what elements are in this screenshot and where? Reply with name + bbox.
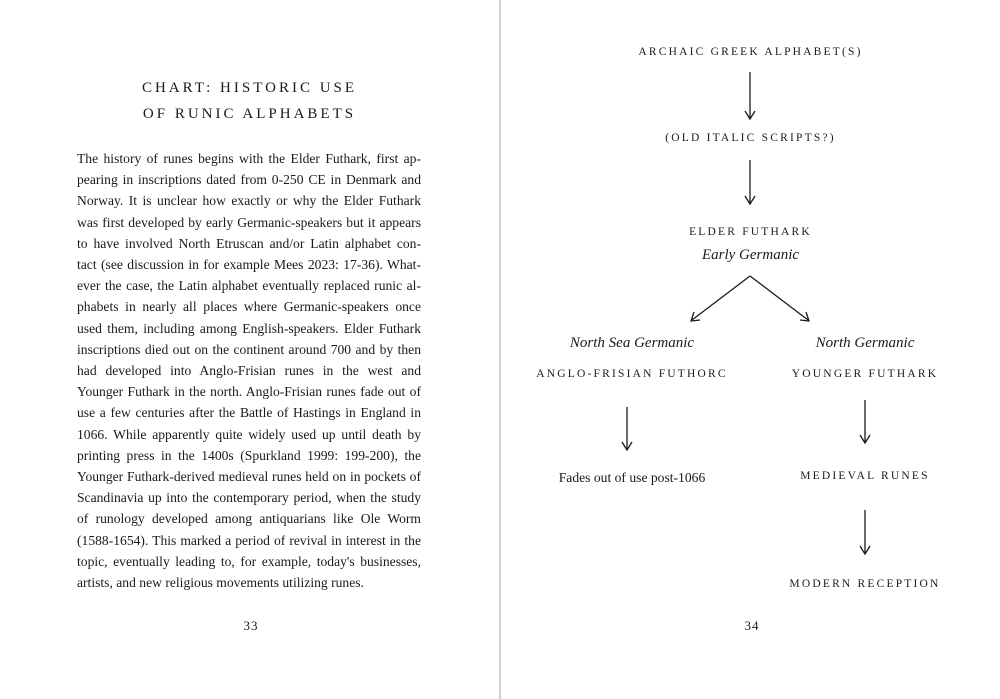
body-line: printing press in the 1400s (Spurkland 1999: 199-200), the <box>77 447 421 463</box>
body-line: to have involved North Etruscan and/or Latin alphabet con- <box>77 235 421 251</box>
body-line: tact (see discussion in for example Mees 2023: 17-36). What- <box>77 257 421 273</box>
page-number-left: 33 <box>243 618 259 633</box>
body-line: inscriptions died out on the continent around 700 and by then <box>77 341 421 357</box>
body-line: used them, including among English-speakers. Elder Futhark <box>77 320 421 336</box>
body-line: The history of runes begins with the Elder Futhark, first ap- <box>77 151 421 166</box>
node-archaic-greek: ARCHAIC GREEK ALPHABET(S) <box>638 46 863 58</box>
body-line: of runology developed among antiquarians like Ole Worm <box>77 511 421 527</box>
arrow-italic-to-elder <box>745 160 755 204</box>
chapter-title-line-1: CHART: HISTORIC USE <box>141 80 358 96</box>
body-line: Scandinavia up into the contemporary period, when the study <box>77 490 421 506</box>
arrow-medieval-to-modern <box>860 510 870 554</box>
body-line: Younger Futhark-derived medieval runes held on in pockets of <box>77 469 421 485</box>
body-line: was first developed by early Germanic-speakers but it appears <box>77 214 421 230</box>
node-fades-out: Fades out of use post-1066 <box>558 470 706 485</box>
body-line: Norway. It is unclear how exactly or why the Elder Futhark <box>77 193 421 209</box>
node-early-germanic: Early Germanic <box>701 247 800 263</box>
body-line: pearing in inscriptions dated from 0-250 CE in Denmark and <box>77 172 421 188</box>
arrow-younger-to-medieval <box>860 400 870 443</box>
node-modern-reception: MODERN RECEPTION <box>789 578 941 590</box>
body-line: (1588-1654). This marked a period of revival in interest in the <box>77 532 421 548</box>
node-elder-futhark: ELDER FUTHARK <box>689 226 812 238</box>
node-north-germanic: North Germanic <box>815 335 915 351</box>
node-medieval-runes: MEDIEVAL RUNES <box>800 470 930 482</box>
body-line: Younger Futhark in the north. Anglo-Frisian runes fade out of <box>77 384 421 400</box>
node-north-sea-germanic: North Sea Germanic <box>569 335 695 351</box>
body-line: artists, and new religious movements utilizing runes. <box>77 575 364 591</box>
arrow-elder-to-north-germanic <box>750 276 809 321</box>
body-line: phabets in nearly all places where Germanic-speakers once <box>77 299 421 315</box>
body-paragraph <box>77 148 421 593</box>
arrow-anglo-to-fades <box>622 407 632 450</box>
body-line: 1066. While apparently quite widely used up until death by <box>77 426 421 442</box>
left-page <box>0 0 499 699</box>
right-page <box>501 0 1000 699</box>
body-line: had developed into Anglo-Frisian runes in the west and <box>77 363 421 379</box>
node-anglo-frisian: ANGLO-FRISIAN FUTHORC <box>536 368 728 380</box>
arrow-greek-to-italic <box>745 72 755 119</box>
page-number-right: 34 <box>744 618 760 633</box>
arrow-elder-to-north-sea <box>691 276 750 321</box>
body-line: topic, eventually leading to, for example, today's businesses, <box>77 553 421 569</box>
body-line: use a few centuries after the Battle of Hastings in England in <box>77 405 421 421</box>
node-old-italic: (OLD ITALIC SCRIPTS?) <box>665 132 836 144</box>
chapter-title-line-2: OF RUNIC ALPHABETS <box>142 106 357 122</box>
body-line: ever the case, the Latin alphabet eventually replaced runic al- <box>77 278 421 294</box>
node-younger-futhark: YOUNGER FUTHARK <box>791 368 939 380</box>
